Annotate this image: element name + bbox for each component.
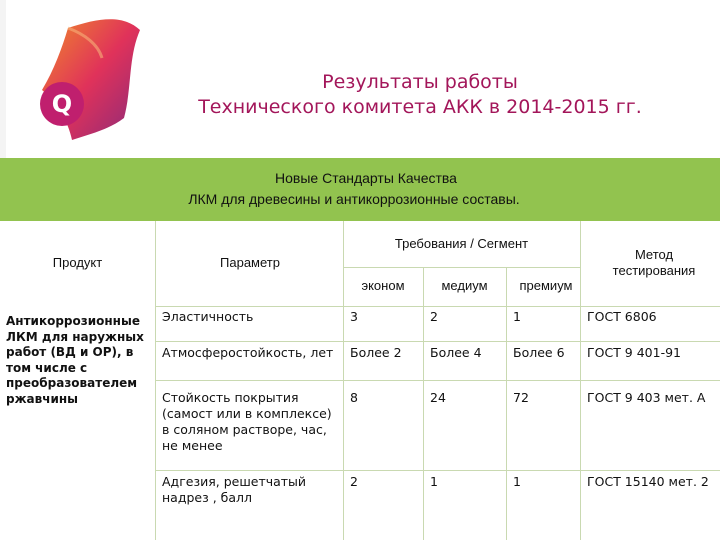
grid-line <box>506 267 507 540</box>
header-econom: эконом <box>361 278 405 293</box>
title-line-2: Технического комитета АКК в 2014-2015 гг. <box>198 96 642 118</box>
page-title <box>160 70 680 120</box>
header-requirements: Требования / Сегмент <box>394 236 529 251</box>
row3-medium: 24 <box>430 390 446 405</box>
slide-header <box>0 0 720 158</box>
row4-econom: 2 <box>350 474 358 489</box>
header-medium: медиум <box>441 278 488 293</box>
subtitle-banner <box>0 158 720 221</box>
row3-method: ГОСТ 9 403 мет. А <box>587 390 706 405</box>
row4-medium: 1 <box>430 474 438 489</box>
header-product: Продукт <box>52 255 103 270</box>
row2-method: ГОСТ 9 401-91 <box>587 345 682 360</box>
header-edge <box>0 0 6 158</box>
header-method: Метод тестирования <box>612 247 696 278</box>
header-premium: премиум <box>519 278 573 293</box>
row1-parameter: Эластичность <box>162 309 254 324</box>
row4-method: ГОСТ 15140 мет. 2 <box>587 474 709 489</box>
row3-econom: 8 <box>350 390 358 405</box>
row1-method: ГОСТ 6806 <box>587 309 657 324</box>
banner-line-2: ЛКМ для древесины и антикоррозионные составы. <box>188 191 520 207</box>
svg-text:Q: Q <box>51 90 73 118</box>
row1-medium: 2 <box>430 309 438 324</box>
row3-premium: 72 <box>513 390 529 405</box>
banner-line-1: Новые Стандарты Качества <box>275 170 457 186</box>
grid-line <box>155 380 720 381</box>
row2-parameter: Атмосферостойкость, лет <box>162 345 334 360</box>
row3-parameter: Стойкость покрытия (самост или в комплексе) в соляном растворе, час, не менее <box>162 390 332 453</box>
header-parameter: Параметр <box>220 255 280 270</box>
title-line-1: Результаты работы <box>322 71 518 93</box>
row4-premium: 1 <box>513 474 521 489</box>
grid-line <box>155 470 720 471</box>
product-name: Антикоррозионные ЛКМ для наружных работ (ВД и ОР), в том числе с преобразователем ржавчины <box>6 314 144 406</box>
row2-premium: Более 6 <box>513 345 565 360</box>
requirements-table <box>0 221 720 540</box>
grid-line <box>423 267 424 540</box>
grid-line <box>155 341 720 342</box>
q-logo-icon <box>28 18 148 148</box>
row1-econom: 3 <box>350 309 358 324</box>
row1-premium: 1 <box>513 309 521 324</box>
grid-line <box>155 306 720 307</box>
row2-medium: Более 4 <box>430 345 482 360</box>
row2-econom: Более 2 <box>350 345 402 360</box>
row4-parameter: Адгезия, решетчатый надрез , балл <box>162 474 307 505</box>
grid-line <box>343 267 580 268</box>
